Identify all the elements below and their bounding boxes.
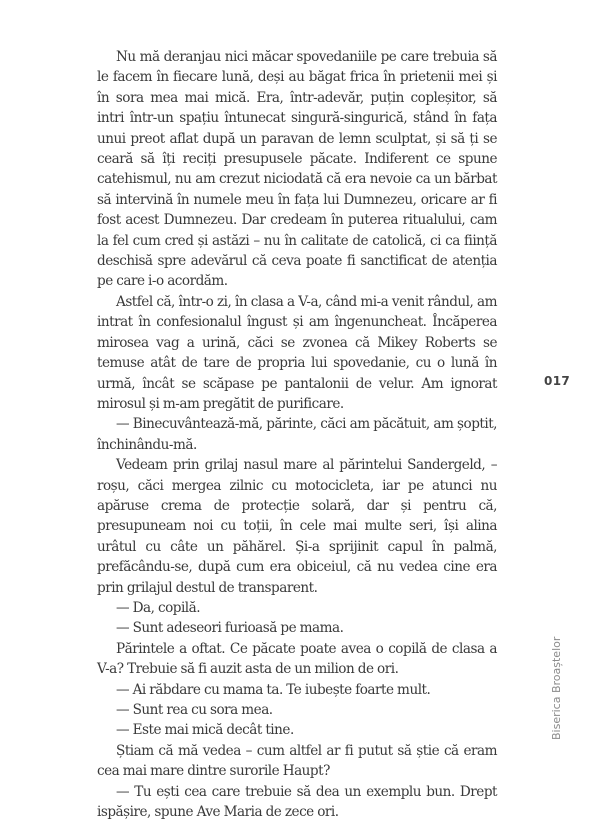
- dialogue-line: — Binecuvântează-mă, părinte, căci am păcătuit, am șoptit, închinându-mă.: [97, 416, 497, 453]
- dialogue-line: — Da, copilă.: [116, 599, 201, 616]
- page-number: 017: [544, 374, 570, 388]
- paragraph: Astfel că, într-o zi, în clasa a V-a, când mi-a venit rândul, am intrat în confesionalul îngust și am îngenuncheat. Încăperea mirosea vag a urină, căci se zvonea că Mikey Roberts se temuse atât de tare de propria lui spovedanie, cu o lună în urmă, încât se scăpase pe pantalonii de velur. Am ignorat mirosul și m-am pregătit de purificare.: [97, 293, 497, 412]
- paragraph: Nu mă deranjau nici măcar spovedaniile pe care trebuia să le facem în fiecare lună, deși au băgat frica în prietenii mei și în sora mea mai mică. Era, într-adevăr, puțin copleșitor, să intri într-un spațiu întunecat singură-singurică, stând în fața unui preot aflat după un paravan de lemn sculptat, și să ți se ceară să îți recіți presupusele păcate. Indiferent ce spune catehismul, nu am crezut niciodată că era nevoie ca un bărbat să intervină în numele meu în fața lui Dumnezeu, oricare ar fi fost acest Dumnezeu. Dar credeam în puterea ritualului, cam la fel cum cred și astăzi – nu în calitate de catolică, ci ca ființă deschisă spre adevărul că ceva poate fi sanctificat de atenția pe care i-o acordăm.: [97, 49, 497, 290]
- dialogue-line: — Tu ești cea care trebuie să dea un exemplu bun. Drept ispășire, spune Ave Maria de zece ori.: [97, 783, 497, 821]
- paragraph: Știam că mă vedea – cum altfel ar fi putut să știe că eram cea mai mare dintre surorile Haupt?: [97, 742, 497, 780]
- dialogue-line: — Ai răbdare cu mama ta. Te iubește foarte mult.: [116, 681, 431, 698]
- page-body-text: [97, 47, 497, 822]
- running-title: Biserica Broaștelor: [550, 636, 563, 740]
- dialogue-line: — Sunt adeseori furioasă pe mama.: [116, 620, 344, 637]
- paragraph: Părintele a oftat. Ce păcate poate avea o copilă de clasa a V-a? Trebuie să fi auzit asta de un milion de ori.: [97, 640, 497, 678]
- dialogue-line: — Este mai mică decât tine.: [116, 722, 294, 739]
- paragraph: Vedeam prin grilaj nasul mare al părintelui Sandergeld, – roșu, căci mergea zilnic cu motocicleta, iar pe atunci nu apăruse crema de protecție solară, dar și pentru că, presupuneam noi cu toții, în cele mai multe seri, își alina urâtul cu câte un păhărel. Și-a sprijinit capul în palmă, prefăcându-se, după cum era obiceiul, că nu vedea cine era prin grilajul destul de transparent.: [97, 457, 497, 596]
- dialogue-line: — Sunt rea cu sora mea.: [116, 702, 273, 718]
